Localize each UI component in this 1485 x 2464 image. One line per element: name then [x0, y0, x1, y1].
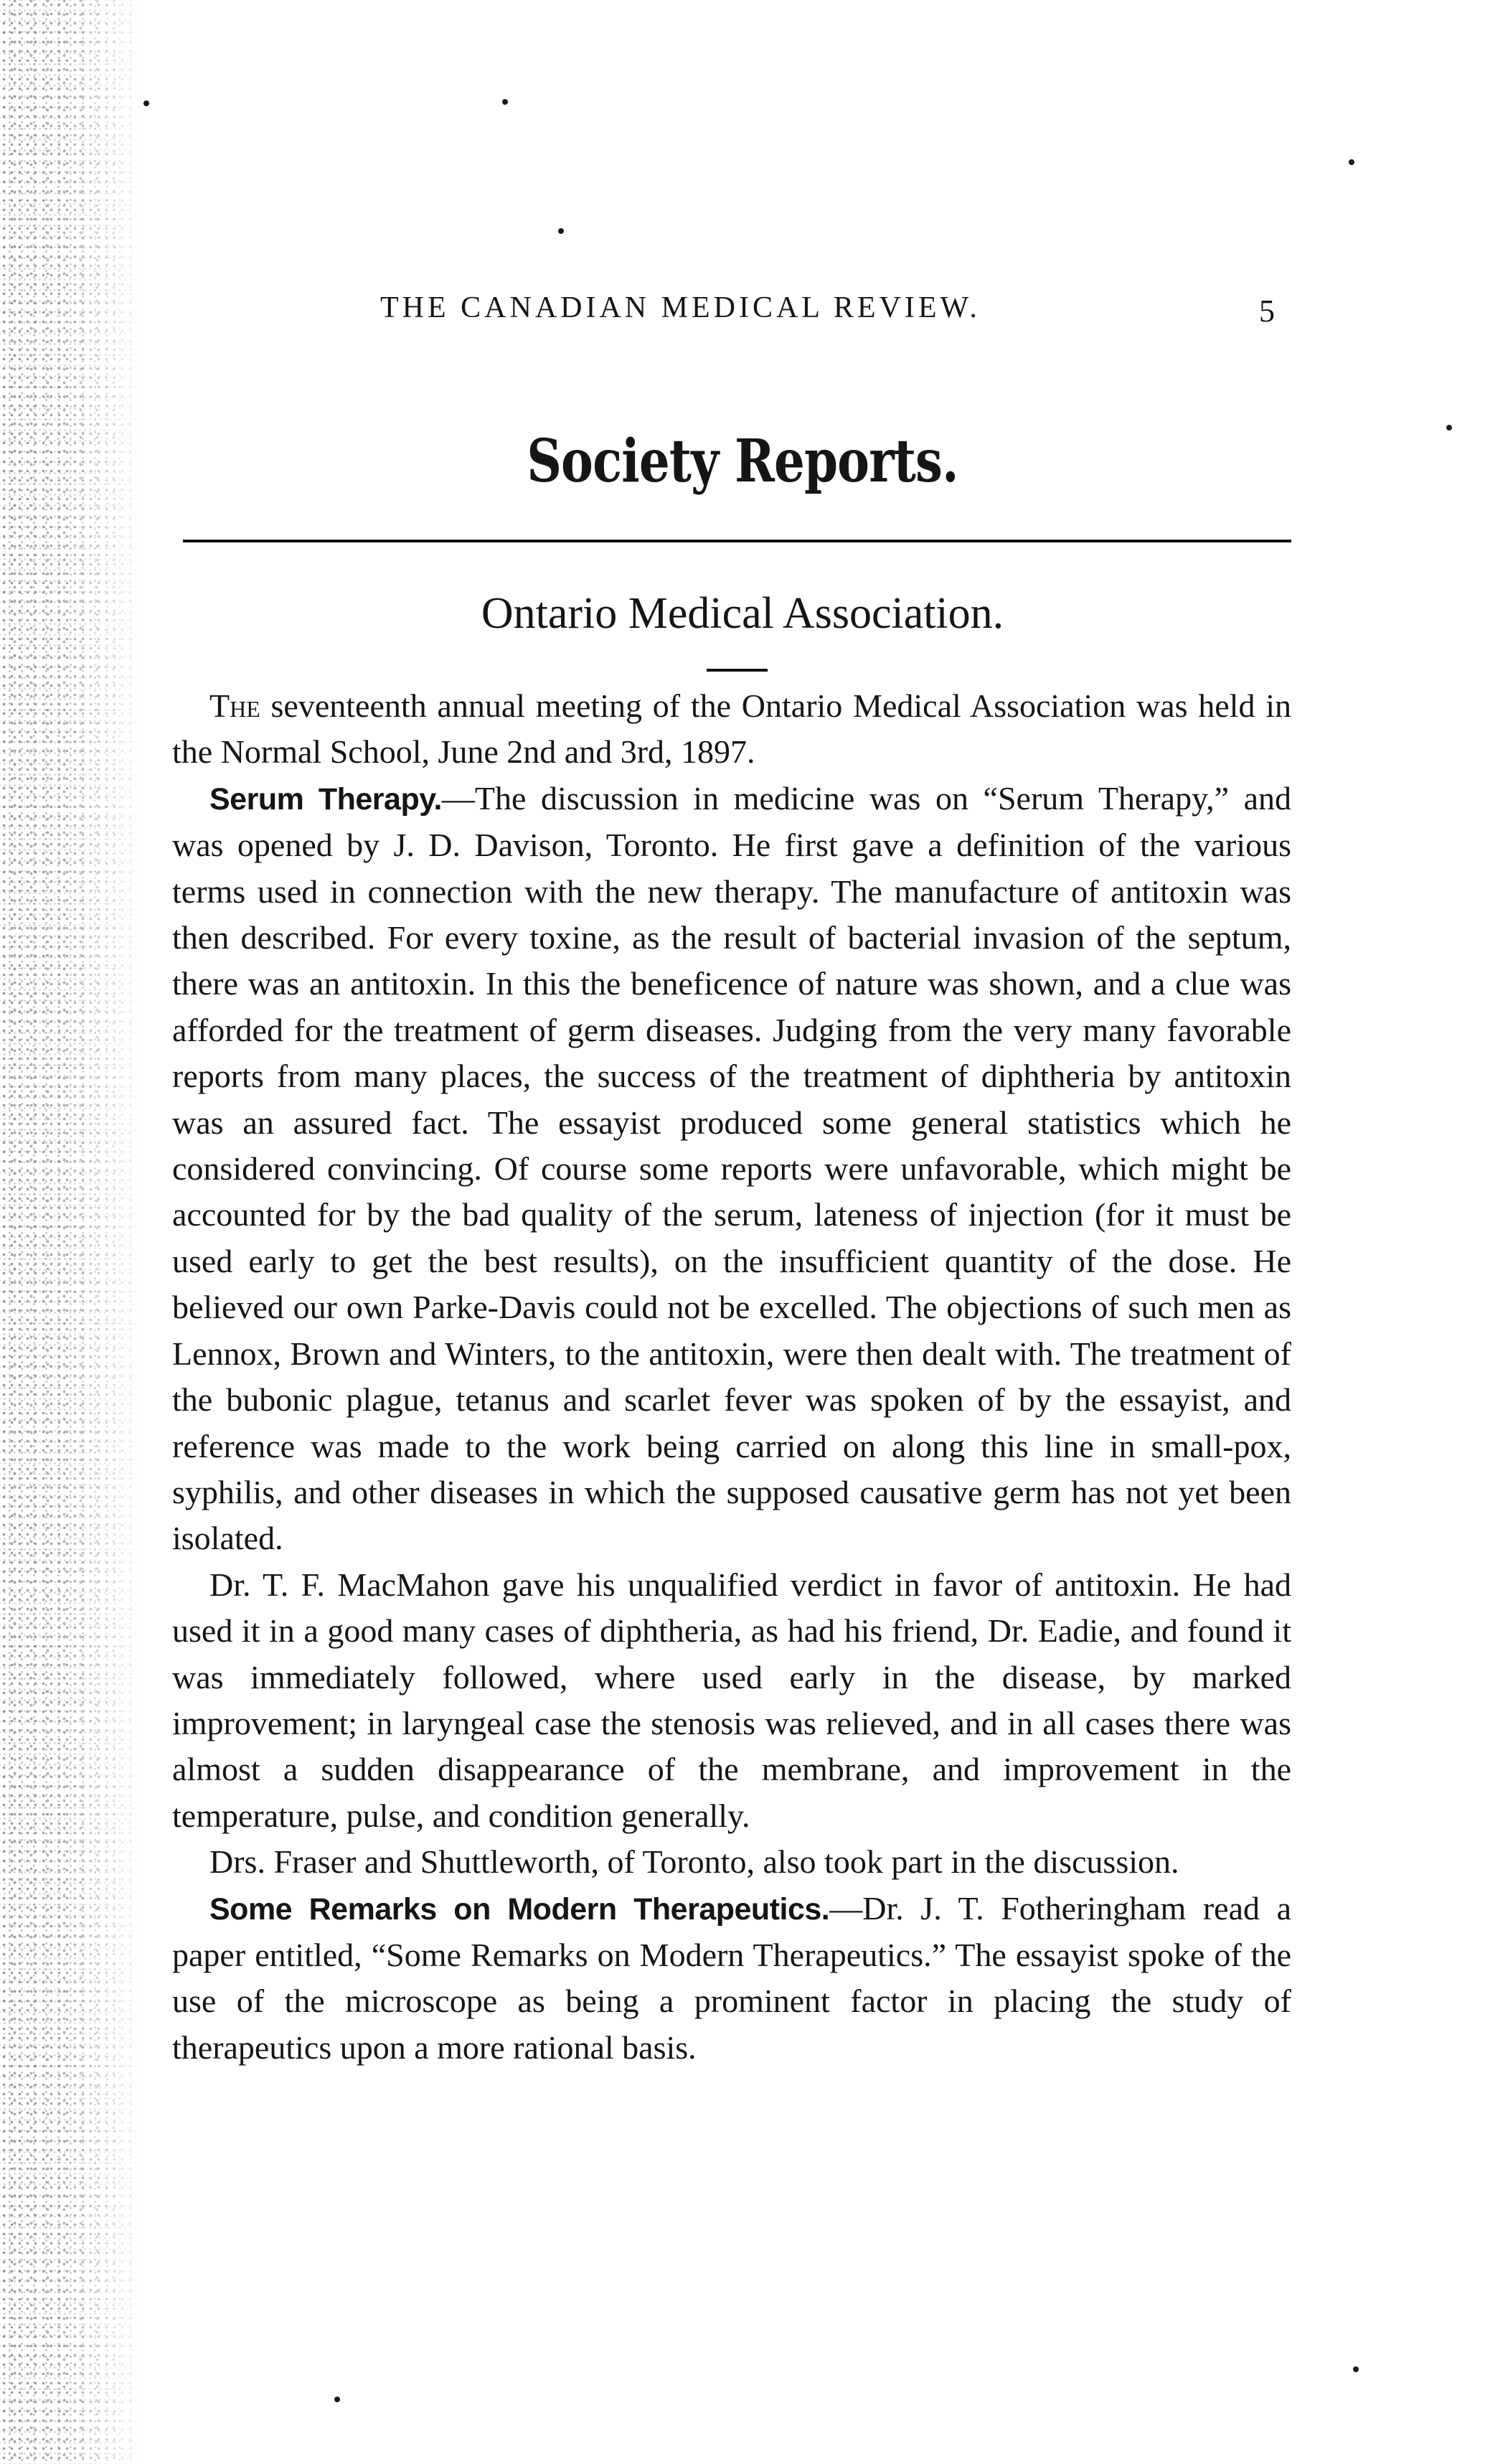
fraser-paragraph: Drs. Fraser and Shuttleworth, of Toronto, also took part in the discussion. — [209, 1843, 1179, 1881]
remarks-paragraph — [172, 1886, 1291, 2072]
subtitle-rule — [707, 669, 768, 672]
speck — [1349, 159, 1354, 165]
scan-edge-speckle — [0, 0, 143, 2464]
section-subtitle: Ontario Medical Association. — [481, 589, 1004, 638]
speck — [1353, 2366, 1359, 2372]
speck — [502, 99, 508, 105]
serum-paragraph — [172, 776, 1291, 1562]
page-number: 5 — [1259, 293, 1275, 329]
running-title: THE CANADIAN MEDICAL REVIEW. — [380, 291, 981, 324]
serum-heading: Serum Therapy. — [209, 781, 442, 817]
speck — [334, 2397, 340, 2402]
title-rule — [183, 540, 1291, 542]
intro-lead: The — [209, 687, 260, 724]
article-body — [172, 683, 1291, 2071]
remarks-heading: Some Remarks on Modern Therapeutics. — [209, 1891, 830, 1927]
macmahon-paragraph: Dr. T. F. MacMahon gave his unqualified verdict in favor of antitoxin. He had used it in a good many cases of diphtheria, as had his friend, Dr. Eadie, and found it was immediately followed, where used early in the disease, by marked improvement; in laryngeal case the stenosis was relieved, and in all cases there was almost a sudden disappearance of the membrane, and improvement in the temperature, pulse, and condition generally. — [172, 1566, 1291, 1834]
remarks-text: —Dr. J. T. Fotheringham read a paper entitled, “Some Remarks on Modern Therapeutics.” The essayist spoke of the use of the microscope as being a prominent factor in placing the study of therapeutics upon a more rational basis. — [172, 1889, 1291, 2066]
serum-text: —The discussion in medicine was on “Serum Therapy,” and was opened by J. D. Davison, Toronto. He first gave a definition of the various terms used in connection with the new therapy. The manufacture of antitoxin was then described. For every toxine, as the result of bacterial invasion of the septum, there was an antitoxin. In this the beneficence of nature was shown, and a clue was afforded for the treatment of germ diseases. Judging from the very many favorable reports from many places, the success of the treatment of diphtheria by antitoxin was an assured fact. The essayist produced some general statistics which he considered convincing. Of course some reports were unfavorable, which might be accounted for by the bad quality of the serum, lateness of injection (for it must be used early to get the best results), on the insufficient quantity of the dose. He believed our own Parke-Davis could not be excelled. The objections of such men as Lennox, Brown and Winters, to the antitoxin, were then dealt with. The treatment of the bubonic plague, tetanus and scarlet fever was spoken of by the essayist, and reference was made to the work being carried on along this line in small-pox, syphilis, and other diseases in which the supposed causative germ has not yet been isolated. — [172, 779, 1292, 1557]
speck — [143, 100, 149, 106]
speck — [1446, 425, 1452, 431]
intro-text: seventeenth annual meeting of the Ontario Medical Association was held in the Normal School, June 2nd and 3rd, 1897. — [172, 687, 1291, 771]
speck — [558, 228, 564, 234]
section-title: Society Reports. — [527, 427, 958, 496]
intro-paragraph — [172, 683, 1291, 776]
